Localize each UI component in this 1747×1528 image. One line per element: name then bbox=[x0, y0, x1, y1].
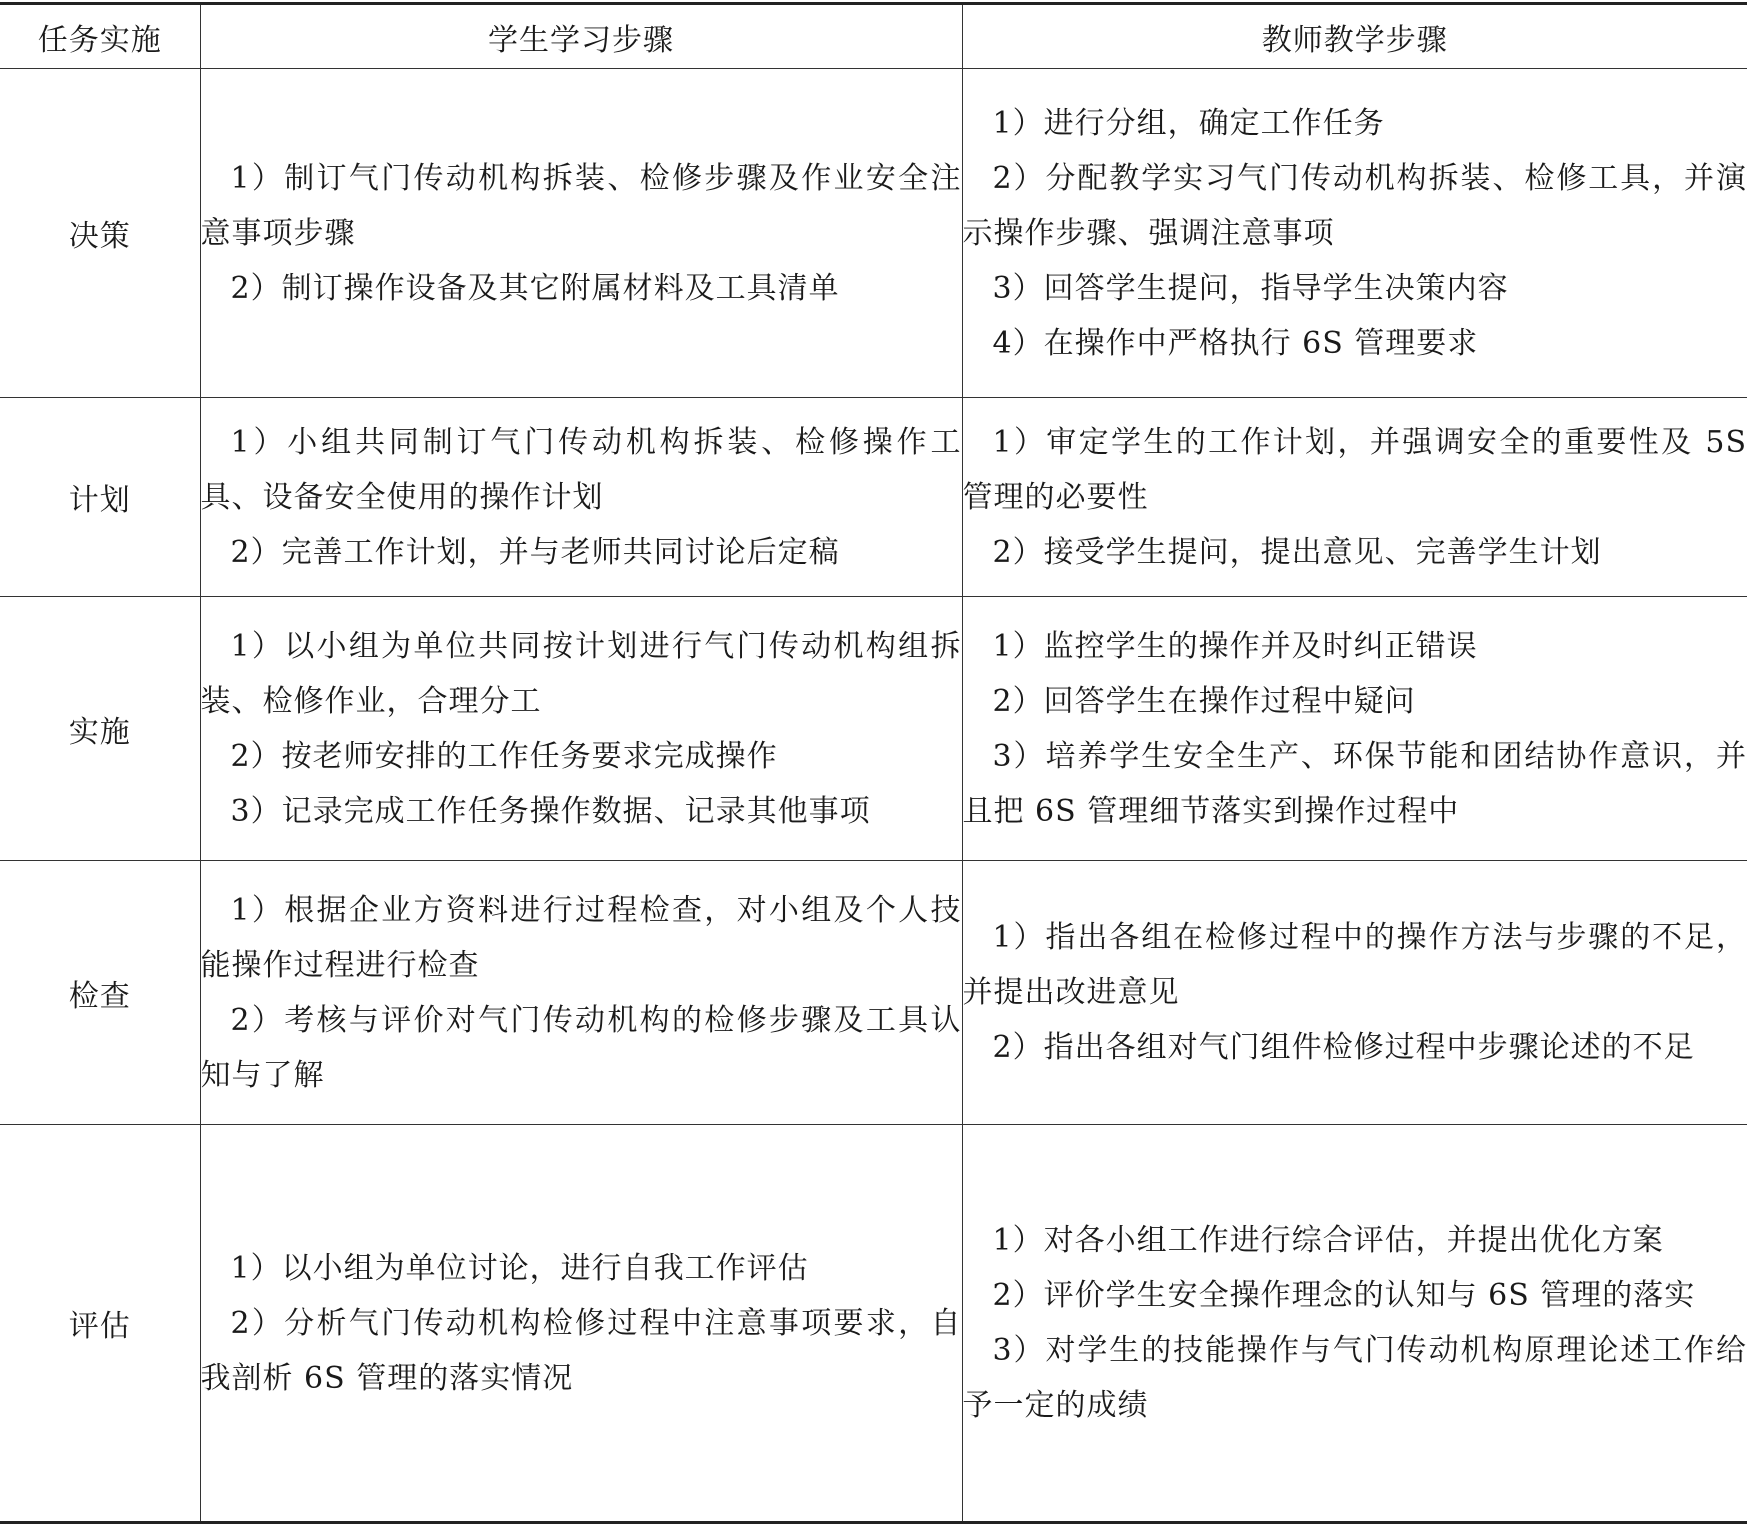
teacher-steps-cell bbox=[962, 597, 1747, 861]
header-teacher-steps: 教师教学步骤 bbox=[962, 4, 1747, 69]
teacher-steps-cell bbox=[962, 398, 1747, 597]
teacher-step: 1）进行分组，确定工作任务 bbox=[992, 105, 1385, 141]
teacher-steps-cell bbox=[962, 861, 1747, 1125]
teacher-step: 2）回答学生在操作过程中疑问 bbox=[992, 683, 1416, 719]
phase-cell: 计划 bbox=[0, 398, 200, 597]
student-step: 2）按老师安排的工作任务要求完成操作 bbox=[230, 738, 778, 774]
teacher-step: 2）分配教学实习气门传动机构拆装、检修工具，并演示操作步骤、强调注意事项 bbox=[962, 160, 1747, 251]
header-row bbox=[0, 4, 1747, 69]
teacher-step: 1）监控学生的操作并及时纠正错误 bbox=[992, 628, 1478, 664]
teacher-step: 4）在操作中严格执行 6S 管理要求 bbox=[992, 325, 1479, 361]
teacher-step: 3）回答学生提问，指导学生决策内容 bbox=[992, 270, 1509, 306]
teacher-step: 3）对学生的技能操作与气门传动机构原理论述工作给予一定的成绩 bbox=[962, 1333, 1747, 1423]
phase-cell: 评估 bbox=[0, 1125, 200, 1523]
teacher-step: 2）指出各组对气门组件检修过程中步骤论述的不足 bbox=[992, 1030, 1695, 1065]
teacher-steps-cell bbox=[962, 1125, 1747, 1523]
student-steps-cell bbox=[200, 398, 962, 597]
teacher-steps-cell bbox=[962, 69, 1747, 398]
table-row-plan bbox=[0, 398, 1747, 597]
header-phase: 任务实施 bbox=[0, 4, 200, 69]
teacher-step: 1）对各小组工作进行综合评估，并提出优化方案 bbox=[992, 1223, 1664, 1258]
teacher-step: 2）评价学生安全操作理念的认知与 6S 管理的落实 bbox=[992, 1278, 1696, 1313]
phase-cell: 检查 bbox=[0, 861, 200, 1125]
student-step: 2）完善工作计划，并与老师共同讨论后定稿 bbox=[230, 534, 840, 570]
table-row-check bbox=[0, 861, 1747, 1125]
student-steps-cell bbox=[200, 861, 962, 1125]
phase-cell: 实施 bbox=[0, 597, 200, 861]
student-step: 1）以小组为单位共同按计划进行气门传动机构组拆装、检修作业，合理分工 bbox=[200, 628, 962, 719]
student-step: 2）制订操作设备及其它附属材料及工具清单 bbox=[230, 270, 840, 306]
student-step: 1）以小组为单位讨论，进行自我工作评估 bbox=[230, 1250, 809, 1286]
student-step: 3）记录完成工作任务操作数据、记录其他事项 bbox=[230, 793, 871, 829]
teacher-step: 1）指出各组在检修过程中的操作方法与步骤的不足，并提出改进意见 bbox=[962, 920, 1747, 1010]
table-row-decision bbox=[0, 69, 1747, 398]
student-steps-cell bbox=[200, 69, 962, 398]
student-step: 1）制订气门传动机构拆装、检修步骤及作业安全注意事项步骤 bbox=[200, 160, 962, 251]
teacher-step: 3）培养学生安全生产、环保节能和团结协作意识，并且把 6S 管理细节落实到操作过程中 bbox=[962, 738, 1747, 829]
student-step: 2）分析气门传动机构检修过程中注意事项要求，自我剖析 6S 管理的落实情况 bbox=[200, 1305, 962, 1396]
header-student-steps: 学生学习步骤 bbox=[200, 4, 962, 69]
student-step: 2）考核与评价对气门传动机构的检修步骤及工具认知与了解 bbox=[200, 1002, 962, 1093]
teacher-step: 2）接受学生提问，提出意见、完善学生计划 bbox=[992, 534, 1602, 570]
student-step: 1）根据企业方资料进行过程检查，对小组及个人技能操作过程进行检查 bbox=[200, 892, 962, 983]
student-steps-cell bbox=[200, 1125, 962, 1523]
task-implementation-table bbox=[0, 2, 1747, 1524]
teacher-step: 1）审定学生的工作计划，并强调安全的重要性及 5S 管理的必要性 bbox=[962, 424, 1747, 515]
phase-cell: 决策 bbox=[0, 69, 200, 398]
table-row-implement bbox=[0, 597, 1747, 861]
table-row-evaluate bbox=[0, 1125, 1747, 1523]
student-steps-cell bbox=[200, 597, 962, 861]
student-step: 1）小组共同制订气门传动机构拆装、检修操作工具、设备安全使用的操作计划 bbox=[200, 424, 962, 515]
